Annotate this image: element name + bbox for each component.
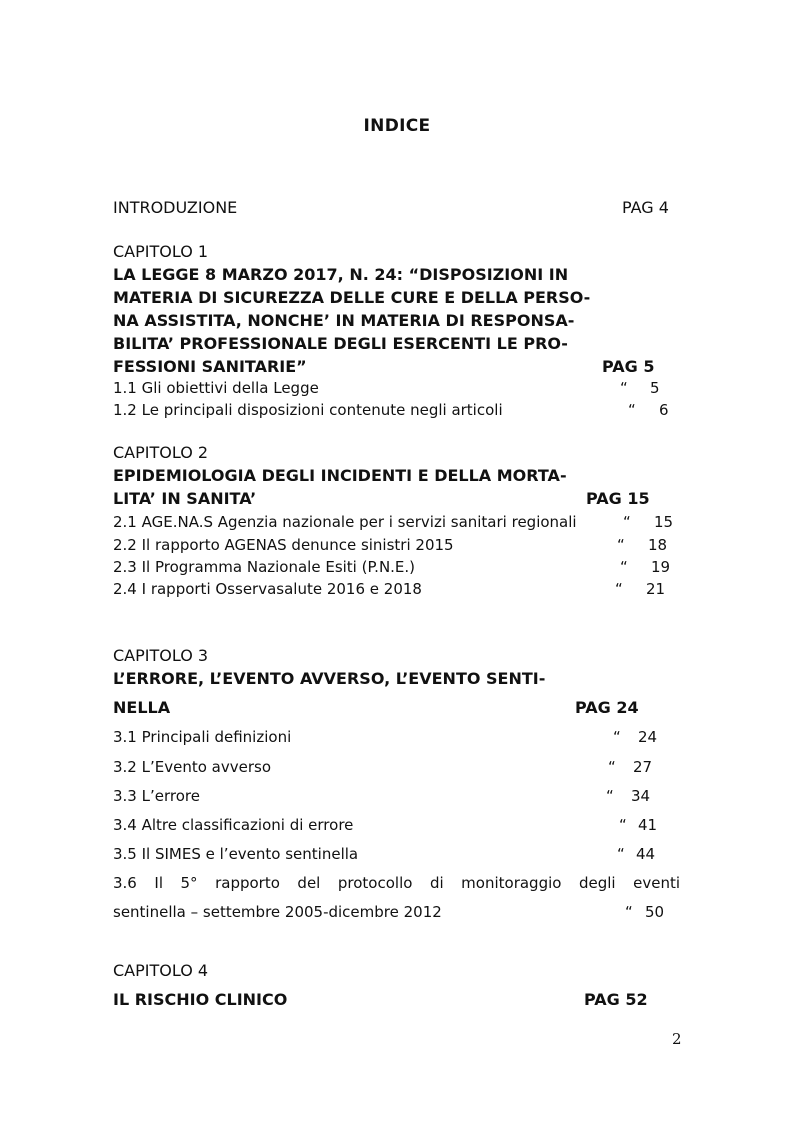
chapter-3-title-line[interactable]: NELLA xyxy=(113,698,171,717)
toc-item[interactable]: 1.2 Le principali disposizioni contenute negli articoli xyxy=(113,401,503,419)
toc-item-page: 34 xyxy=(631,787,651,805)
chapter-3-heading: CAPITOLO 3 xyxy=(113,646,209,665)
chapter-3-title-line[interactable]: L’ERRORE, L’EVENTO AVVERSO, L’EVENTO SENTI- xyxy=(113,669,546,688)
toc-item[interactable]: 2.4 I rapporti Osservasalute 2016 e 2018 xyxy=(113,580,422,598)
toc-item-page: 6 xyxy=(659,401,669,419)
chapter-2-page: PAG 15 xyxy=(586,489,650,508)
toc-item-ditto: “ xyxy=(628,401,636,419)
toc-item-multiline[interactable]: 3.6 Il 5° rapporto del protocollo di monitoraggio degli eventi xyxy=(113,874,680,892)
toc-item-page: 18 xyxy=(648,536,668,554)
toc-item[interactable]: 3.3 L’errore xyxy=(113,787,200,805)
toc-item-ditto: “ xyxy=(620,379,628,397)
toc-item[interactable]: 2.3 Il Programma Nazionale Esiti (P.N.E.) xyxy=(113,558,416,576)
toc-item[interactable]: 3.2 L’Evento avverso xyxy=(113,758,271,776)
chapter-1-title-line[interactable]: BILITA’ PROFESSIONALE DEGLI ESERCENTI LE PRO- xyxy=(113,334,568,353)
toc-item-ditto: “ xyxy=(619,816,627,834)
toc-item-page: 24 xyxy=(638,728,658,746)
toc-item[interactable]: 3.1 Principali definizioni xyxy=(113,728,292,746)
toc-item-ditto: “ xyxy=(608,758,616,776)
toc-item[interactable]: 2.1 AGE.NA.S Agenzia nazionale per i servizi sanitari regionali xyxy=(113,513,577,531)
chapter-2-title-line[interactable]: LITA’ IN SANITA’ xyxy=(113,489,257,508)
chapter-4-heading: CAPITOLO 4 xyxy=(113,961,209,980)
toc-item-ditto: “ xyxy=(617,845,625,863)
chapter-1-page: PAG 5 xyxy=(602,357,655,376)
toc-item-ditto: “ xyxy=(620,558,628,576)
chapter-4-title-line[interactable]: IL RISCHIO CLINICO xyxy=(113,990,288,1009)
toc-item-ditto: “ xyxy=(623,513,631,531)
chapter-4-page: PAG 52 xyxy=(584,990,648,1009)
chapter-1-heading: CAPITOLO 1 xyxy=(113,242,209,261)
toc-item[interactable]: 3.4 Altre classificazioni di errore xyxy=(113,816,354,834)
toc-item-page: 27 xyxy=(633,758,653,776)
toc-item-page: 41 xyxy=(638,816,658,834)
page-title: INDICE xyxy=(363,116,431,136)
toc-item-page: 19 xyxy=(651,558,671,576)
toc-item-page: 44 xyxy=(636,845,656,863)
toc-intro-page: PAG 4 xyxy=(622,198,669,217)
chapter-1-title-line[interactable]: NA ASSISTITA, NONCHE’ IN MATERIA DI RESPONSA- xyxy=(113,311,575,330)
toc-item[interactable]: 2.2 Il rapporto AGENAS denunce sinistri 2015 xyxy=(113,536,454,554)
chapter-1-title-line[interactable]: LA LEGGE 8 MARZO 2017, N. 24: “DISPOSIZIONI IN xyxy=(113,265,569,284)
toc-item-page: 50 xyxy=(645,903,665,921)
chapter-2-heading: CAPITOLO 2 xyxy=(113,443,209,462)
toc-item-ditto: “ xyxy=(606,787,614,805)
toc-item-ditto: “ xyxy=(615,580,623,598)
toc-item-ditto: “ xyxy=(613,728,621,746)
toc-item-multiline[interactable]: sentinella – settembre 2005-dicembre 2012 xyxy=(113,903,442,921)
toc-item[interactable]: 1.1 Gli obiettivi della Legge xyxy=(113,379,319,397)
toc-item-page: 15 xyxy=(654,513,674,531)
chapter-1-title-line[interactable]: FESSIONI SANITARIE” xyxy=(113,357,307,376)
toc-item-page: 5 xyxy=(650,379,660,397)
toc-item-ditto: “ xyxy=(625,903,633,921)
page-number: 2 xyxy=(672,1030,682,1048)
toc-item-ditto: “ xyxy=(617,536,625,554)
chapter-2-title-line[interactable]: EPIDEMIOLOGIA DEGLI INCIDENTI E DELLA MORTA- xyxy=(113,466,567,485)
chapter-3-page: PAG 24 xyxy=(575,698,639,717)
toc-item-page: 21 xyxy=(646,580,666,598)
chapter-1-title-line[interactable]: MATERIA DI SICUREZZA DELLE CURE E DELLA PERSO- xyxy=(113,288,591,307)
toc-intro-label[interactable]: INTRODUZIONE xyxy=(113,198,238,217)
toc-item[interactable]: 3.5 Il SIMES e l’evento sentinella xyxy=(113,845,359,863)
